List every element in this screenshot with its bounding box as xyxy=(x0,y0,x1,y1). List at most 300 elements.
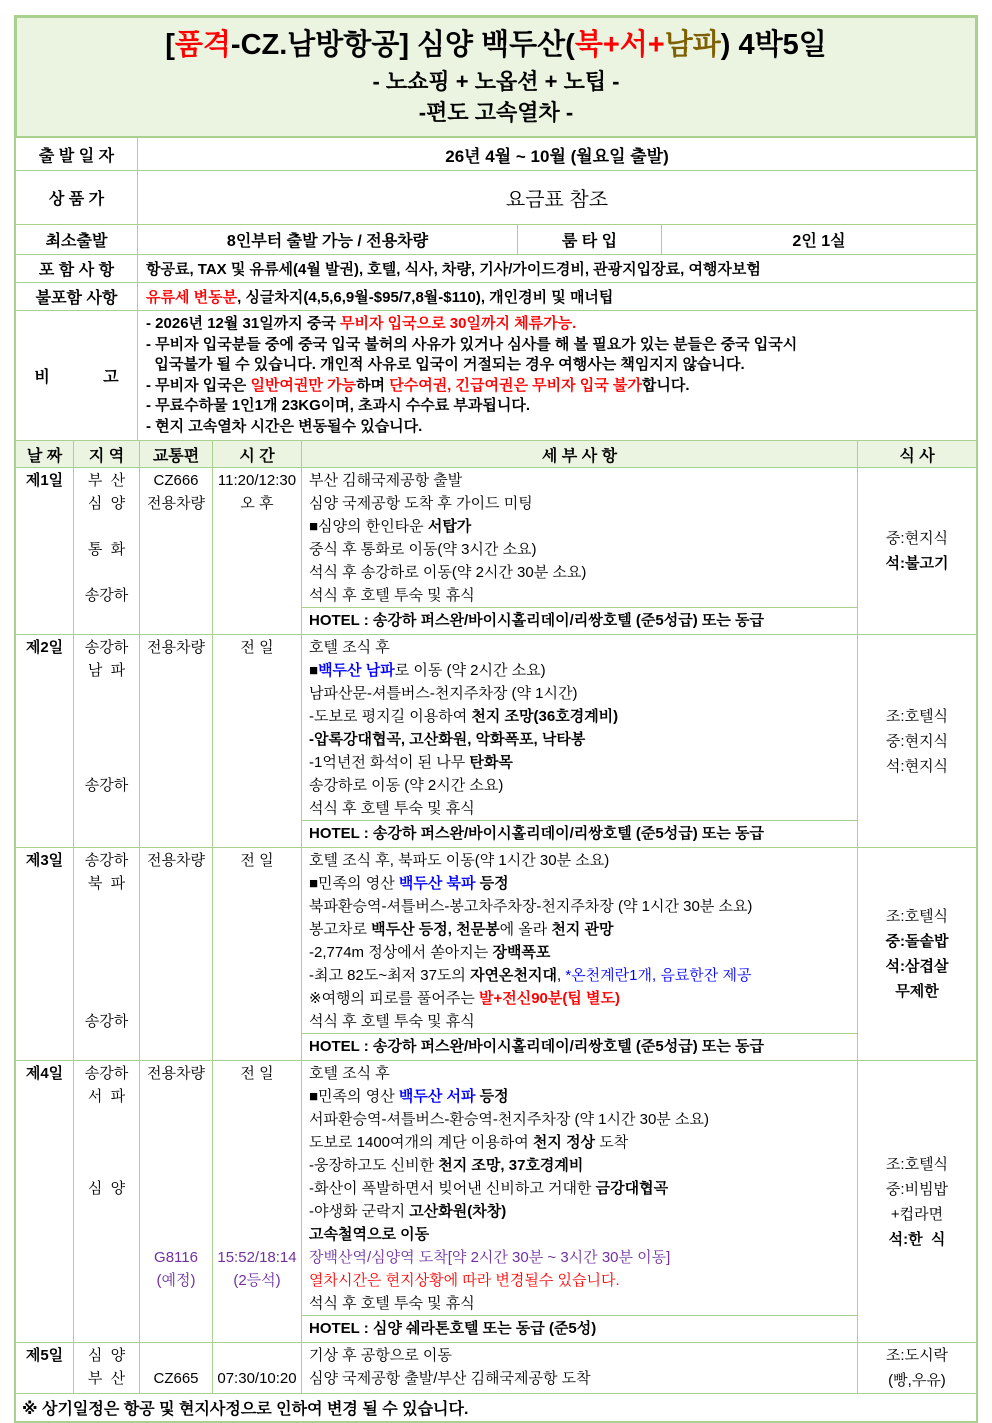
text-segment: 입국불가 될 수 있습니다. 개인적 사유로 입국이 거절되는 경우 여행사는 책임지지 않습니다. xyxy=(146,356,745,373)
cell-line xyxy=(74,705,139,728)
text-segment: 제1일 xyxy=(25,472,64,489)
detail-line xyxy=(309,987,857,1010)
detail-line xyxy=(309,964,857,987)
region-cell xyxy=(74,1343,140,1393)
header-region: 지 역 xyxy=(74,441,140,467)
text-segment: 합니다. xyxy=(641,376,690,394)
cell-line xyxy=(74,774,139,797)
text-segment: , 싱글차지(4,5,6,9월-$95/7,8월-$110), 개인경비 및 매너팁 xyxy=(237,289,614,306)
cell-line xyxy=(74,1108,139,1131)
footer-note-text: ※ 상기일정은 항공 및 현지사정으로 인하여 변경 될 수 있습니다. xyxy=(22,1401,469,1418)
text-segment: 에 올라 xyxy=(499,921,552,938)
cell-line xyxy=(74,964,139,987)
document-title-box xyxy=(16,17,976,137)
text-segment: ■민족의 영산 xyxy=(309,875,399,892)
cell-line xyxy=(74,941,139,964)
detail-line xyxy=(309,515,857,538)
text-segment: 부 산 xyxy=(87,472,126,489)
room-type-value: 2인 1실 xyxy=(792,233,846,250)
row-price xyxy=(16,170,976,224)
itinerary-day-row xyxy=(16,634,976,847)
text-segment: 남파 xyxy=(664,29,721,61)
cell-line xyxy=(213,1269,301,1292)
text-segment: 장백폭포 xyxy=(492,944,551,961)
text-segment: 호텔 조식 후, 북파도 이동(약 1시간 30분 소요) xyxy=(309,852,610,869)
detail-line xyxy=(309,728,857,751)
included-label: 포 함 사 항 xyxy=(16,255,138,282)
text-segment: 서탑가 xyxy=(427,518,472,535)
text-segment: 백두산 북파 xyxy=(398,875,476,892)
detail-lines xyxy=(302,848,857,1033)
text-segment: 송강하 xyxy=(84,1013,129,1030)
cell-line xyxy=(213,636,301,659)
price-label: 상 품 가 xyxy=(16,171,138,224)
header-meals: 식 사 xyxy=(899,447,935,465)
cell-line xyxy=(886,526,948,551)
detail-line xyxy=(309,1200,857,1223)
cell-line xyxy=(74,1131,139,1154)
cell-line xyxy=(886,1177,948,1202)
detail-line xyxy=(309,849,857,872)
time-cell xyxy=(213,635,302,847)
text-segment: 심 양 xyxy=(87,1347,126,1364)
cell-line xyxy=(886,904,948,929)
text-segment: 부 산 xyxy=(87,1370,126,1387)
footer-note-row xyxy=(16,1393,976,1421)
cell-line xyxy=(140,1177,212,1200)
cell-line xyxy=(889,1227,946,1252)
cell-line xyxy=(16,1344,73,1367)
text-segment: - 무비자 입국은 xyxy=(146,376,251,394)
text-segment: 부산 김해국제공항 출발 xyxy=(309,472,463,489)
cell-line xyxy=(74,895,139,918)
excluded-value xyxy=(138,283,976,310)
text-segment: 하며 xyxy=(356,376,390,394)
room-type-label: 룸 타 입 xyxy=(518,225,662,254)
text-segment: ■ xyxy=(309,662,319,679)
cell-line xyxy=(74,1062,139,1085)
detail-line xyxy=(309,561,857,584)
header-time: 시 간 xyxy=(213,441,302,467)
text-segment: - 2026년 12월 31일까지 중국 xyxy=(146,315,341,332)
text-segment: 북+서+ xyxy=(574,29,665,61)
detail-line xyxy=(309,1269,857,1292)
itinerary-day-row xyxy=(16,1342,976,1393)
text-segment: 석식 후 호텔 투숙 및 휴식 xyxy=(309,800,475,817)
region-cell xyxy=(74,468,140,634)
detail-line xyxy=(309,636,857,659)
text-segment: 제5일 xyxy=(25,1347,64,1364)
itinerary-days xyxy=(16,467,976,1393)
cell-line xyxy=(213,1154,301,1177)
region-cell xyxy=(74,848,140,1060)
cell-line xyxy=(74,987,139,1010)
remarks-line xyxy=(146,417,976,438)
cell-line xyxy=(140,1200,212,1223)
text-segment: 천지 관망 xyxy=(551,921,614,938)
detail-line xyxy=(309,797,857,820)
text-segment: 송강하 xyxy=(84,777,129,794)
text-segment: -CZ.남방항공] 심양 백두산( xyxy=(230,29,575,61)
text-segment: 봉고차로 xyxy=(309,921,372,938)
text-segment: 전용차량 xyxy=(147,852,205,869)
cell-line xyxy=(74,584,139,607)
text-segment: 석:한 식 xyxy=(888,1230,946,1248)
details-cell xyxy=(302,468,858,634)
text-segment: - 무료수하물 1인1개 23KG이며, 초과시 수수료 부과됩니다. xyxy=(146,397,531,414)
text-segment: ) 4박5일 xyxy=(720,29,827,61)
transport-cell xyxy=(140,848,213,1060)
text-segment: 석식 후 호텔 투숙 및 휴식 xyxy=(309,587,475,604)
cell-line xyxy=(74,1344,139,1367)
cell-line xyxy=(891,1202,943,1227)
text-segment: -화산이 폭발하면서 빚어낸 신비하고 거대한 xyxy=(309,1180,596,1197)
cell-line xyxy=(886,754,948,779)
cell-line xyxy=(886,954,949,979)
text-segment: ※여행의 피로를 풀어주는 xyxy=(309,990,479,1007)
cell-line xyxy=(140,1269,212,1292)
text-segment: 송강하 xyxy=(84,1065,129,1082)
text-segment: 도착 xyxy=(595,1134,629,1151)
text-segment: 기상 후 공항으로 이동 xyxy=(309,1347,452,1364)
text-segment: G8116 xyxy=(154,1249,198,1266)
cell-line xyxy=(74,849,139,872)
remarks-line xyxy=(146,396,976,417)
region-cell xyxy=(74,635,140,847)
text-segment: 전용차량 xyxy=(147,495,205,512)
text-segment: 서 파 xyxy=(87,1088,126,1105)
detail-line xyxy=(309,682,857,705)
day-cell xyxy=(16,1343,74,1393)
text-segment: 조:호텔식 xyxy=(885,908,949,925)
text-segment: -압록강대협곡, 고산화원, 악화폭포, 낙타봉 xyxy=(309,731,586,748)
cell-line xyxy=(74,636,139,659)
min-departure-value: 8인부터 출발 가능 / 전용차량 xyxy=(138,225,518,254)
cell-line xyxy=(888,1368,946,1393)
text-segment: 금강대협곡 xyxy=(595,1180,669,1197)
hotel-line: HOTEL : 송강하 퍼스완/바이시홀리데이/리쌍호텔 (준5성급) 또는 동급 xyxy=(302,607,857,634)
text-segment: 조:호텔식 xyxy=(885,1155,949,1173)
detail-line xyxy=(309,1223,857,1246)
detail-line xyxy=(309,774,857,797)
text-segment: 전 일 xyxy=(240,639,274,656)
departure-date-label: 출 발 일 자 xyxy=(16,138,138,170)
detail-line xyxy=(309,895,857,918)
text-segment: 중:현지식 xyxy=(885,732,949,750)
cell-line xyxy=(74,538,139,561)
detail-line xyxy=(309,538,857,561)
text-segment: -2,774m 정상에서 쏟아지는 xyxy=(309,944,493,961)
cell-line xyxy=(74,469,139,492)
cell-line xyxy=(895,979,938,1004)
text-segment: 열차시간은 현지상황에 따라 변경될수 있습니다. xyxy=(309,1272,620,1289)
text-segment: (빵,우유) xyxy=(888,1372,946,1389)
text-segment: 송강하 xyxy=(84,639,129,656)
itinerary-header-row xyxy=(16,440,976,467)
cell-line xyxy=(886,929,949,954)
hotel-line: HOTEL : 송강하 퍼스완/바이시홀리데이/리쌍호텔 (준5성급) 또는 동급 xyxy=(302,820,857,847)
text-segment: -웅장하고도 신비한 xyxy=(309,1157,439,1174)
cell-line xyxy=(16,849,73,872)
excluded-label: 불포함 사항 xyxy=(16,283,138,310)
text-segment: 로 이동 (약 2시간 소요) xyxy=(394,662,546,679)
cell-line xyxy=(213,1085,301,1108)
detail-line xyxy=(309,1367,857,1390)
title-line2: - 노쇼핑 + 노옵션 + 노팁 - xyxy=(372,69,620,94)
text-segment: 남파산문-셔틀버스-천지주차장 (약 1시간) xyxy=(309,685,578,702)
time-cell xyxy=(213,1343,302,1393)
remarks-line xyxy=(146,376,976,397)
cell-line xyxy=(213,1246,301,1269)
text-segment: 오 후 xyxy=(240,495,274,512)
details-cell xyxy=(302,1061,858,1342)
detail-line xyxy=(309,1062,857,1085)
text-segment: 북 파 xyxy=(87,875,126,892)
text-segment: 송강하로 이동 (약 2시간 소요) xyxy=(309,777,504,794)
detail-line xyxy=(309,705,857,728)
detail-line xyxy=(309,1154,857,1177)
cell-line xyxy=(213,1108,301,1131)
text-segment: +컵라면 xyxy=(890,1205,944,1223)
text-segment: 도보로 1400여개의 계단 이용하여 xyxy=(309,1134,533,1151)
text-segment: 북파환승역-셔틀버스-봉고차주차장-천지주차장 (약 1시간 30분 소요) xyxy=(309,898,753,915)
detail-line xyxy=(309,1010,857,1033)
cell-line xyxy=(213,1344,301,1367)
detail-lines xyxy=(302,1061,857,1315)
detail-line xyxy=(309,1246,857,1269)
hotel-line: HOTEL : 송강하 퍼스완/바이시홀리데이/리쌍호텔 (준5성급) 또는 동급 xyxy=(302,1033,857,1060)
text-segment: 석:삼겹살 xyxy=(885,958,949,975)
cell-line xyxy=(140,1367,212,1390)
text-segment: 일반여권만 가능 xyxy=(250,376,357,394)
cell-line xyxy=(140,1246,212,1269)
row-remarks xyxy=(16,310,976,440)
text-segment: -야생화 군락지 xyxy=(309,1203,410,1220)
row-departure-date xyxy=(16,137,976,170)
row-min-departure xyxy=(16,224,976,254)
cell-line xyxy=(213,469,301,492)
detail-line xyxy=(309,1344,857,1367)
title-line3: -편도 고속열차 - xyxy=(418,100,574,125)
cell-line xyxy=(213,1223,301,1246)
text-segment: 중:돌솥밥 xyxy=(885,933,949,950)
cell-line xyxy=(74,561,139,584)
transport-cell xyxy=(140,635,213,847)
meals-cell xyxy=(858,848,976,1060)
text-segment: 중:현지식 xyxy=(885,530,949,547)
text-segment: 중:비빔밥 xyxy=(885,1180,949,1198)
cell-line xyxy=(74,1085,139,1108)
detail-line xyxy=(309,469,857,492)
text-segment: 송강하 xyxy=(84,852,129,869)
transport-cell xyxy=(140,468,213,634)
detail-line xyxy=(309,1108,857,1131)
text-segment: 통 화 xyxy=(87,541,126,558)
transport-cell xyxy=(140,1343,213,1393)
text-segment: 백두산 남파 xyxy=(318,662,395,679)
text-segment: 조:호텔식 xyxy=(885,707,949,725)
detail-line xyxy=(309,584,857,607)
cell-line xyxy=(140,1062,212,1085)
cell-line xyxy=(140,469,212,492)
detail-line xyxy=(309,1085,857,1108)
itinerary-day-row xyxy=(16,1060,976,1342)
cell-line xyxy=(74,728,139,751)
text-segment: 무비자 입국으로 30일까지 체류가능. xyxy=(340,315,577,332)
detail-line xyxy=(309,1292,857,1315)
title-line1 xyxy=(17,24,975,66)
cell-line xyxy=(74,492,139,515)
cell-line xyxy=(74,515,139,538)
detail-line xyxy=(309,659,857,682)
details-cell xyxy=(302,848,858,1060)
cell-line xyxy=(213,1062,301,1085)
text-segment: [ xyxy=(165,29,175,61)
row-excluded xyxy=(16,282,976,310)
hotel-line: HOTEL : 심양 쉐라톤호텔 또는 동급 (준5성) xyxy=(302,1315,857,1342)
text-segment: 송강하 xyxy=(84,587,129,604)
text-segment: ■심양의 한인타운 xyxy=(309,518,428,535)
cell-line xyxy=(140,849,212,872)
region-cell xyxy=(74,1061,140,1342)
cell-line xyxy=(213,1131,301,1154)
cell-line xyxy=(140,1344,212,1367)
cell-line xyxy=(213,1200,301,1223)
cell-line xyxy=(74,659,139,682)
tour-itinerary-document xyxy=(14,15,978,1423)
text-segment: 품격 xyxy=(174,29,231,61)
header-date: 날 짜 xyxy=(16,441,74,467)
text-segment: 서파환승역-셔틀버스-환승역-천지주차장 (약 1시간 30분 소요) xyxy=(309,1111,709,1128)
row-included xyxy=(16,254,976,282)
cell-line xyxy=(140,1108,212,1131)
text-segment: 등정 xyxy=(475,1088,509,1105)
cell-line xyxy=(74,872,139,895)
text-segment: 고산화원(차창) xyxy=(409,1203,507,1220)
text-segment: 조:도시락 xyxy=(885,1347,949,1364)
text-segment: 심 양 xyxy=(87,1180,126,1197)
text-segment: 석식 후 호텔 투숙 및 휴식 xyxy=(309,1295,475,1312)
cell-line xyxy=(886,551,949,576)
cell-line xyxy=(16,469,73,492)
remarks-label: 비 고 xyxy=(16,311,138,440)
cell-line xyxy=(74,1177,139,1200)
text-segment: 제4일 xyxy=(25,1065,64,1082)
min-departure-label: 최소출발 xyxy=(16,225,138,254)
remarks-line xyxy=(146,314,976,335)
time-cell xyxy=(213,1061,302,1342)
text-segment: 15:52/18:14 xyxy=(217,1249,297,1266)
text-segment: CZ665 xyxy=(153,1370,199,1387)
text-segment: -최고 82도~최저 37도의 xyxy=(309,967,471,984)
text-segment: *온천계란1개, 음료한잔 제공 xyxy=(565,967,752,984)
detail-line xyxy=(309,872,857,895)
meals-cell xyxy=(858,468,976,634)
detail-line xyxy=(309,941,857,964)
cell-line xyxy=(140,1154,212,1177)
text-segment: (2등석) xyxy=(233,1272,281,1289)
detail-line xyxy=(309,751,857,774)
cell-line xyxy=(74,751,139,774)
text-segment: 심양 국제공항 출발/부산 김해국제공항 도착 xyxy=(309,1370,591,1387)
text-segment: 천지 조망, 37호경계비 xyxy=(438,1157,584,1174)
cell-line xyxy=(886,1152,948,1177)
meals-cell xyxy=(858,1061,976,1342)
text-segment: -도보로 평지길 이용하여 xyxy=(309,708,472,725)
text-segment: 고속철역으로 이동 xyxy=(309,1226,430,1243)
text-segment: 호텔 조식 후 xyxy=(309,1065,390,1082)
day-cell xyxy=(16,1061,74,1342)
text-segment: 천지 정상 xyxy=(532,1134,596,1151)
text-segment: ■민족의 영산 xyxy=(309,1088,399,1105)
text-segment: 중식 후 통화로 이동(약 3시간 소요) xyxy=(309,541,537,558)
detail-line xyxy=(309,492,857,515)
cell-line xyxy=(213,492,301,515)
text-segment: - 현지 고속열차 시간은 변동될수 있습니다. xyxy=(146,417,423,435)
text-segment: 제3일 xyxy=(25,852,64,869)
text-segment: 천지 조망(36호경계비) xyxy=(471,708,619,725)
meals-cell xyxy=(858,635,976,847)
text-segment: , xyxy=(557,967,566,984)
text-segment: 남 파 xyxy=(87,662,126,679)
meals-cell xyxy=(858,1343,976,1393)
text-segment: 제2일 xyxy=(25,639,64,656)
text-segment: 전용차량 xyxy=(147,639,205,656)
cell-line xyxy=(74,1367,139,1390)
day-cell xyxy=(16,848,74,1060)
text-segment: 장백산역/심양역 도착[약 2시간 30분 ~ 3시간 30분 이동] xyxy=(309,1249,671,1266)
detail-lines xyxy=(302,635,857,820)
text-segment: 석식 후 송강하로 이동(약 2시간 30분 소요) xyxy=(309,564,587,581)
text-segment: 자연온천지대 xyxy=(470,967,558,984)
text-segment: 전 일 xyxy=(240,1065,274,1082)
text-segment: 백두산 등정, 천문봉 xyxy=(371,921,500,938)
cell-line xyxy=(74,1154,139,1177)
cell-line xyxy=(213,849,301,872)
time-cell xyxy=(213,848,302,1060)
cell-line xyxy=(74,918,139,941)
text-segment: 유류세 변동분 xyxy=(146,289,238,306)
remarks-line xyxy=(146,335,976,356)
text-segment: -1억년전 화석이 된 나무 xyxy=(309,754,470,771)
text-segment: 07:30/10:20 xyxy=(217,1370,297,1387)
text-segment: 심양 국제공항 도착 후 가이드 미팅 xyxy=(309,495,533,512)
text-segment: 심 양 xyxy=(87,495,126,512)
text-segment: 등정 xyxy=(475,875,509,892)
included-value: 항공료, TAX 및 유류세(4월 발권), 호텔, 식사, 차량, 기사/가이드경비, 관광지입장료, 여행자보험 xyxy=(146,261,761,278)
detail-line xyxy=(309,1131,857,1154)
remarks-body xyxy=(138,311,976,440)
cell-line xyxy=(140,1085,212,1108)
cell-line xyxy=(16,636,73,659)
text-segment: 전 일 xyxy=(240,852,274,869)
text-segment: 11:20/12:30 xyxy=(217,472,297,489)
day-cell xyxy=(16,635,74,847)
cell-line xyxy=(213,1177,301,1200)
cell-line xyxy=(140,636,212,659)
itinerary-day-row xyxy=(16,847,976,1060)
itinerary-day-row xyxy=(16,467,976,634)
cell-line xyxy=(140,492,212,515)
text-segment: 무제한 xyxy=(895,983,939,1000)
text-segment: 발+전신90분(팁 별도) xyxy=(478,990,621,1007)
cell-line xyxy=(886,729,948,754)
detail-lines xyxy=(302,468,857,607)
text-segment: 단수여권, 긴급여권은 무비자 입국 불가 xyxy=(389,376,642,394)
departure-date-value: 26년 4월 ~ 10월 (월요일 출발) xyxy=(445,146,669,166)
text-segment: - 무비자 입국분들 중에 중국 입국 불허의 사유가 있거나 심사를 해 볼 필요가 있는 분들은 중국 입국시 xyxy=(146,335,798,353)
detail-lines xyxy=(302,1343,857,1393)
